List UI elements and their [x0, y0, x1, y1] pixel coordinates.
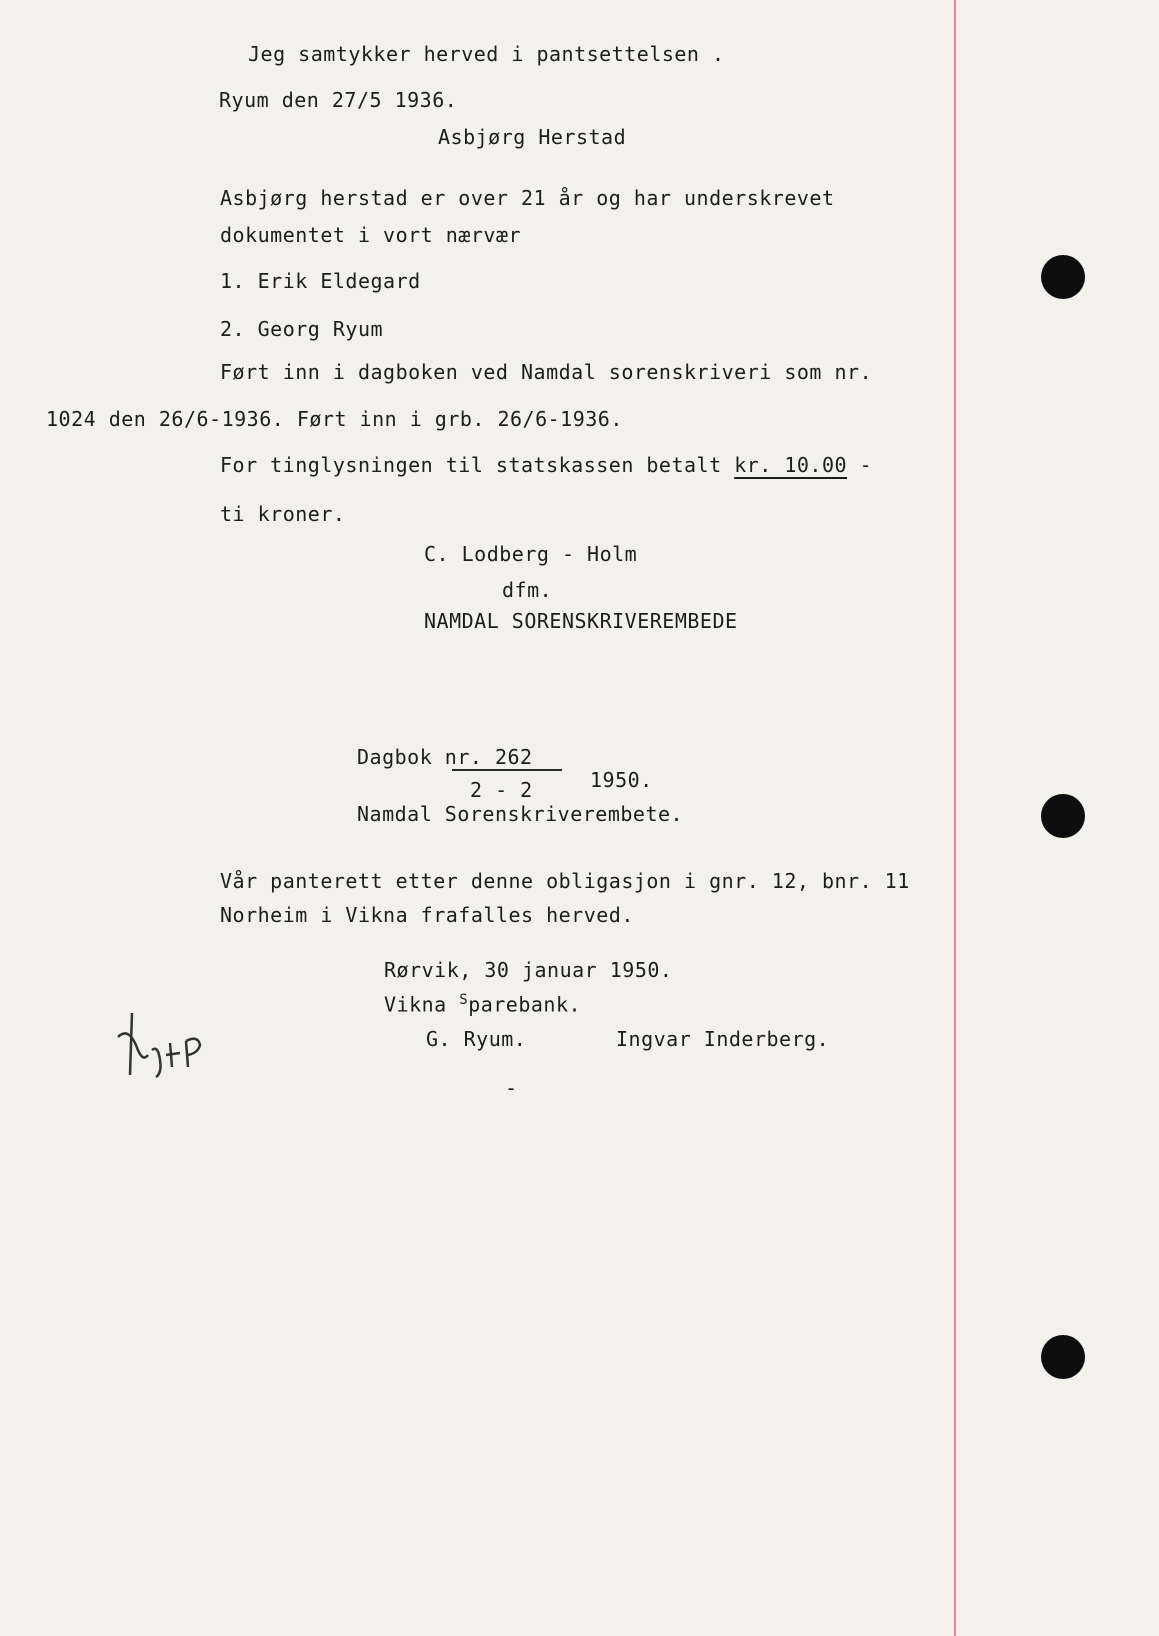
- witness-1: 1. Erik Eldegard: [220, 269, 421, 293]
- consent-line: Jeg samtykker herved i pantsettelsen .: [248, 42, 725, 66]
- punch-hole: [1041, 255, 1085, 299]
- consent-signature: Asbjørg Herstad: [438, 125, 627, 149]
- fee-amount: kr. 10.00: [734, 453, 848, 477]
- margin-line: [954, 0, 956, 1636]
- punch-hole: [1041, 794, 1085, 838]
- fee-suffix: -: [847, 453, 873, 477]
- release-line-1: Vår panterett etter denne obligasjon i gnr. 12, bnr. 11: [220, 869, 910, 893]
- fee-words: ti kroner.: [220, 502, 346, 526]
- witness-2: 2. Georg Ryum: [220, 317, 384, 341]
- punch-hole: [1041, 1335, 1085, 1379]
- official-name: C. Lodberg - Holm: [424, 542, 638, 566]
- registration-line-1: Ført inn i dagboken ved Namdal sorenskriveri som nr.: [220, 360, 873, 384]
- stamp-prefix: Dagbok: [357, 745, 445, 769]
- release-place-date: Rørvik, 30 januar 1950.: [384, 958, 673, 982]
- registration-line-2: 1024 den 26/6-1936. Ført inn i grb. 26/6-1936.: [46, 407, 623, 431]
- witness-line-2: dokumentet i vort nærvær: [220, 223, 521, 247]
- stamp-dagbok: [357, 745, 533, 769]
- stamp-number: nr. 262: [444, 745, 533, 769]
- release-dash: -: [505, 1076, 518, 1100]
- release-signer-1: G. Ryum.: [426, 1027, 527, 1051]
- release-line-2: Norheim i Vikna frafalles herved.: [220, 903, 634, 927]
- consent-place-date: Ryum den 27/5 1936.: [219, 88, 458, 112]
- stamp-year: 1950.: [590, 768, 653, 792]
- bank-rest: parebank.: [468, 992, 582, 1017]
- stamp-date: 2 - 2: [470, 778, 533, 802]
- stamp-office: Namdal Sorenskriverembete.: [357, 802, 684, 826]
- witness-line-1: Asbjørg herstad er over 21 år og har underskrevet: [220, 186, 835, 210]
- office-name: NAMDAL SORENSKRIVEREMBEDE: [424, 609, 738, 633]
- release-bank: [384, 992, 581, 1017]
- release-signer-2: Ingvar Inderberg.: [616, 1027, 830, 1051]
- fee-prefix: For tinglysningen til statskassen betalt: [220, 453, 735, 477]
- handwritten-initials: [100, 1005, 220, 1115]
- stamp-underline: [452, 769, 562, 771]
- official-title: dfm.: [502, 578, 553, 602]
- bank-s: S: [459, 992, 469, 1008]
- bank-prefix: Vikna: [384, 992, 460, 1017]
- registration-fee-line: [220, 453, 872, 477]
